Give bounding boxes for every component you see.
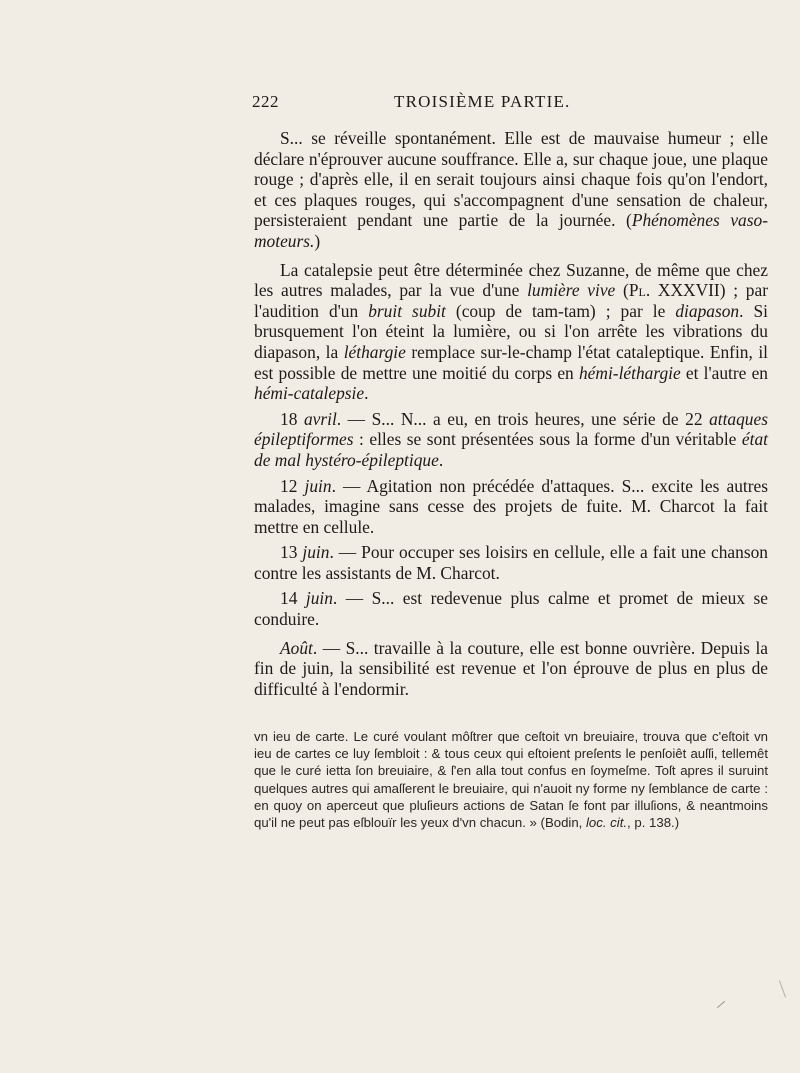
italic-run: lumière vive: [527, 280, 616, 301]
italic-run: juin: [304, 475, 332, 496]
page-number: 222: [252, 92, 279, 111]
italic-run: hémi-catalepsie: [254, 383, 365, 404]
running-head: [252, 92, 772, 114]
footnote: [254, 728, 768, 831]
italic-run: état de mal hystéro-épileptique: [254, 429, 768, 470]
text-run: . — Agitation non précédée d'attaques. S... excite les autres malades, imagine sans cesse des projets de fuite. M. Charcot la fait mettre en cellule.: [254, 475, 768, 537]
part-title: TROISIÈME PARTIE.: [394, 92, 571, 111]
text-run: et l'autre en: [680, 362, 768, 383]
italic-run: Août: [280, 637, 313, 658]
text-run: vn ieu de carte. Le curé voulant môſtrer que ceſtoit vn breuiaire, trouva que c'eſtoit vn ieu de cartes ce luy ſembloit : & tous ceux qui eſtoient preſents le penſoiêt auſſi, tellemêt que le curé ietta ſon breuiaire, & ſ'en alla tout confus en ſoymeſme. Toſt apres il suruint quelques autres qui amaſſerent le breuiaire, qui n'auoit ny forme ny ſemblance de carte : en quoy on aperceut que pluſieurs actions de Satan ſe font par illuſions, & neantmoins qu'il ne peut pas eſblouïr les yeux d'vn chacun. » (Bodin,: [254, 729, 768, 831]
text-run: : elles se sont présentées sous la forme d'un véritable: [353, 429, 742, 450]
italic-run: juin: [305, 588, 333, 609]
italic-run: léthargie: [343, 341, 406, 362]
text-run: La catalepsie peut être déterminée chez Suzanne, de même que chez les autres malades, par la vue d'une: [254, 259, 768, 301]
text-run: 18: [280, 408, 304, 429]
italic-run: juin: [302, 542, 330, 563]
text-run: , p. 138.): [627, 815, 680, 831]
italic-run: diapason: [675, 300, 740, 321]
text-run: remplace sur-le-champ l'état cataleptique. Enfin, il est possible de mettre une moitié du corps en: [254, 341, 768, 383]
body-text: [254, 128, 768, 699]
text-run: 12: [280, 475, 305, 496]
text-run: . — Pour occuper ses loisirs en cellule, elle a fait une chanson contre les assistants de M. Charcot.: [254, 542, 768, 583]
italic-run: attaques épileptiformes: [254, 408, 768, 450]
text-run: XXXVII) ; par l'audition d'un: [254, 280, 769, 321]
smallcaps-run: Pl.: [628, 280, 651, 301]
text-run: 14: [280, 588, 306, 609]
text-run: . Si brusquement l'on éteint la lumière, ou si l'on arrête les vibrations du diapason, la: [254, 300, 768, 362]
text-run: . — S... travaille à la couture, elle est bonne ouvrière. Depuis la fin de juin, la sensibilité est revenue et l'on éprouve de plus en plus de difficulté à l'endormir.: [254, 637, 768, 699]
text-run: ): [314, 230, 321, 251]
paragraph-aout: [254, 638, 768, 700]
text-run: (: [615, 280, 629, 301]
italic-run: bruit subit: [368, 300, 446, 321]
paragraph-reveil: [254, 128, 768, 252]
text-run: . — S... N... a eu, en trois heures, une série de 22: [336, 408, 710, 429]
page-scratch-mark: [717, 1001, 725, 1008]
paragraph-13-juin: [254, 542, 768, 583]
text-run: (coup de tam-tam) ; par le: [445, 300, 676, 321]
text-run: .: [364, 383, 369, 404]
page-edge-mark: [779, 980, 786, 997]
paragraph-12-juin: [254, 476, 768, 538]
paragraph-14-juin: [254, 588, 768, 629]
italic-run: loc. cit.: [586, 815, 628, 831]
italic-run: hémi-léthargie: [578, 362, 681, 383]
footnote-text: [254, 728, 768, 831]
text-run: 13: [280, 542, 303, 563]
text-run: S... se réveille spontanément. Elle est de mauvaise humeur ; elle déclare n'éprouver aucune souffrance. Elle a, sur chaque joue, une plaque rouge ; d'après elle, il en serait toujours ainsi chaque fois qu'on l'endort, et ces plaques rouges, qui s'accompagnent d'une sensation de chaleur, persisteraient pendant une partie de la journée. (: [254, 128, 768, 231]
text-run: .: [438, 449, 444, 470]
italic-run: avril: [303, 408, 337, 429]
text-run: . — S... est redevenue plus calme et promet de mieux se conduire.: [254, 588, 768, 630]
italic-run: Phénomènes vaso-moteurs.: [254, 210, 768, 251]
paragraph-18-avril: [254, 409, 768, 471]
paragraph-catalepsie: [254, 260, 768, 404]
